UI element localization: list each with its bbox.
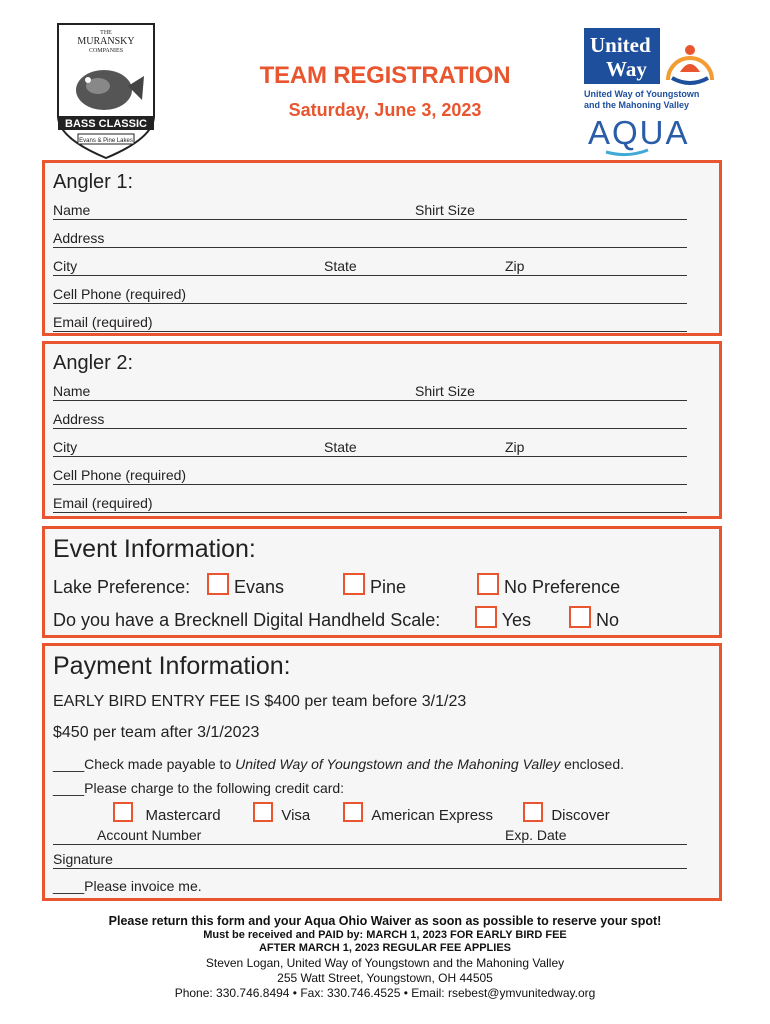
angler2-name-field[interactable] [53,382,687,401]
event-date: Saturday, June 3, 2023 [288,100,482,120]
signature-label: Signature [53,851,113,867]
footer-deadline: Must be received and PAID by: MARCH 1, 2023 FOR EARLY BIRD FEE [203,929,567,941]
angler2-cell-field[interactable] [53,466,687,485]
checkbox[interactable] [475,606,497,628]
option-label: Evans [234,577,285,597]
lake-preference-label: Lake Preference: [53,577,191,597]
angler2-section [42,341,722,519]
angler1-email-field[interactable] [53,313,687,332]
scale-label: Do you have a Brecknell Digital Handheld Scale: [53,610,441,630]
lake-option-pine[interactable] [343,573,406,598]
state-label: State [324,439,357,455]
checkbox[interactable] [343,573,365,595]
footer-address: 255 Watt Street, Youngstown, OH 44505 [277,971,493,985]
logo-muransky: MURANSKY [77,36,135,47]
option-label: No Preference [504,577,621,597]
uw-line1: United [590,33,651,57]
checkbox[interactable] [113,802,133,822]
account-label: Account Number [97,827,202,843]
check-post: enclosed. [560,756,625,772]
logo-sub: Evans & Pine Lakes [79,138,133,144]
payment-section [42,643,722,901]
angler1-city-field[interactable] [53,257,687,276]
option-label: Yes [501,610,532,630]
credit-card-option[interactable]: ____Please charge to the following credit card: [53,780,345,796]
checkbox[interactable] [343,802,363,822]
zip-label: Zip [505,439,525,455]
logo-banner: BASS CLASSIC [65,118,147,130]
logo-companies: COMPANIES [88,48,124,54]
uw-tag1: United Way of Youngstown [584,89,700,99]
event-title: Event Information: [53,535,256,563]
card-label: American Express [371,807,494,824]
card-label: Visa [281,807,311,824]
angler2-email-field[interactable] [53,494,687,513]
option-label: No [596,610,620,630]
zip-label: Zip [505,258,525,274]
exp-label: Exp. Date [505,827,567,843]
page-title: TEAM REGISTRATION [259,62,511,89]
angler2-address-field[interactable] [53,410,687,429]
scale-option-no[interactable] [569,606,619,631]
check-pre: ____Check made payable to [53,756,236,772]
angler1-section [42,160,722,336]
option-label: Pine [370,577,407,597]
footer-regular-fee: AFTER MARCH 1, 2023 REGULAR FEE APPLIES [258,942,512,954]
aqua-logo [588,114,714,158]
card-label: Discover [551,807,610,824]
checkbox[interactable] [253,802,273,822]
lake-option-evans[interactable] [207,573,284,598]
lake-option-none[interactable] [477,573,620,598]
angler2-title: Angler 2: [53,352,134,374]
card-visa[interactable] [253,802,310,824]
invoice-option[interactable]: ____Please invoice me. [53,878,202,894]
angler1-title: Angler 1: [53,171,134,193]
shirt-label: Shirt Size [415,202,475,218]
scale-option-yes[interactable] [475,606,531,631]
cell-label: Cell Phone (required) [53,286,187,302]
footer-contact-name: Steven Logan, United Way of Youngstown and the Mahoning Valley [205,956,565,970]
footer-return-note: Please return this form and your Aqua Ohio Waiver as soon as possible to reserve your spot! [108,914,662,928]
address-label: Address [53,230,105,246]
footer-phone-fax-email: Phone: 330.746.8494 • Fax: 330.746.4525 • Email: rsebest@ymvunitedway.org [174,986,596,1000]
uw-tag2: and the Mahoning Valley [584,100,690,110]
logo-the: THE [100,30,112,36]
angler2-city-field[interactable] [53,438,687,457]
angler1-cell-field[interactable] [53,285,687,304]
email-label: Email (required) [53,314,153,330]
early-bird-fee: EARLY BIRD ENTRY FEE IS $400 per team before 3/1/23 [53,693,467,710]
checkbox[interactable] [207,573,229,595]
email-label: Email (required) [53,495,153,511]
state-label: State [324,258,357,274]
checkbox[interactable] [569,606,591,628]
card-mastercard[interactable] [113,802,221,824]
name-label: Name [53,202,91,218]
city-label: City [53,439,78,455]
united-way-logo [584,28,716,112]
cell-label: Cell Phone (required) [53,467,187,483]
check-payee: United Way of Youngstown and the Mahoning Valley [235,756,561,772]
angler1-address-field[interactable] [53,229,687,248]
card-discover[interactable] [523,802,610,824]
checkbox[interactable] [523,802,543,822]
account-number-field[interactable] [53,826,687,845]
uw-line2: Way [606,57,647,81]
payment-title: Payment Information: [53,652,291,680]
checkbox[interactable] [477,573,499,595]
angler1-name-field[interactable] [53,201,687,220]
check-option[interactable] [53,756,624,772]
card-amex[interactable] [343,802,493,824]
address-label: Address [53,411,105,427]
aqua-text: AQUA [588,114,690,151]
event-section [42,526,722,638]
regular-fee: $450 per team after 3/1/2023 [53,724,260,741]
card-label: Mastercard [145,807,221,824]
city-label: City [53,258,78,274]
shirt-label: Shirt Size [415,383,475,399]
signature-field[interactable] [53,850,687,869]
name-label: Name [53,383,91,399]
bass-classic-logo [52,20,160,160]
